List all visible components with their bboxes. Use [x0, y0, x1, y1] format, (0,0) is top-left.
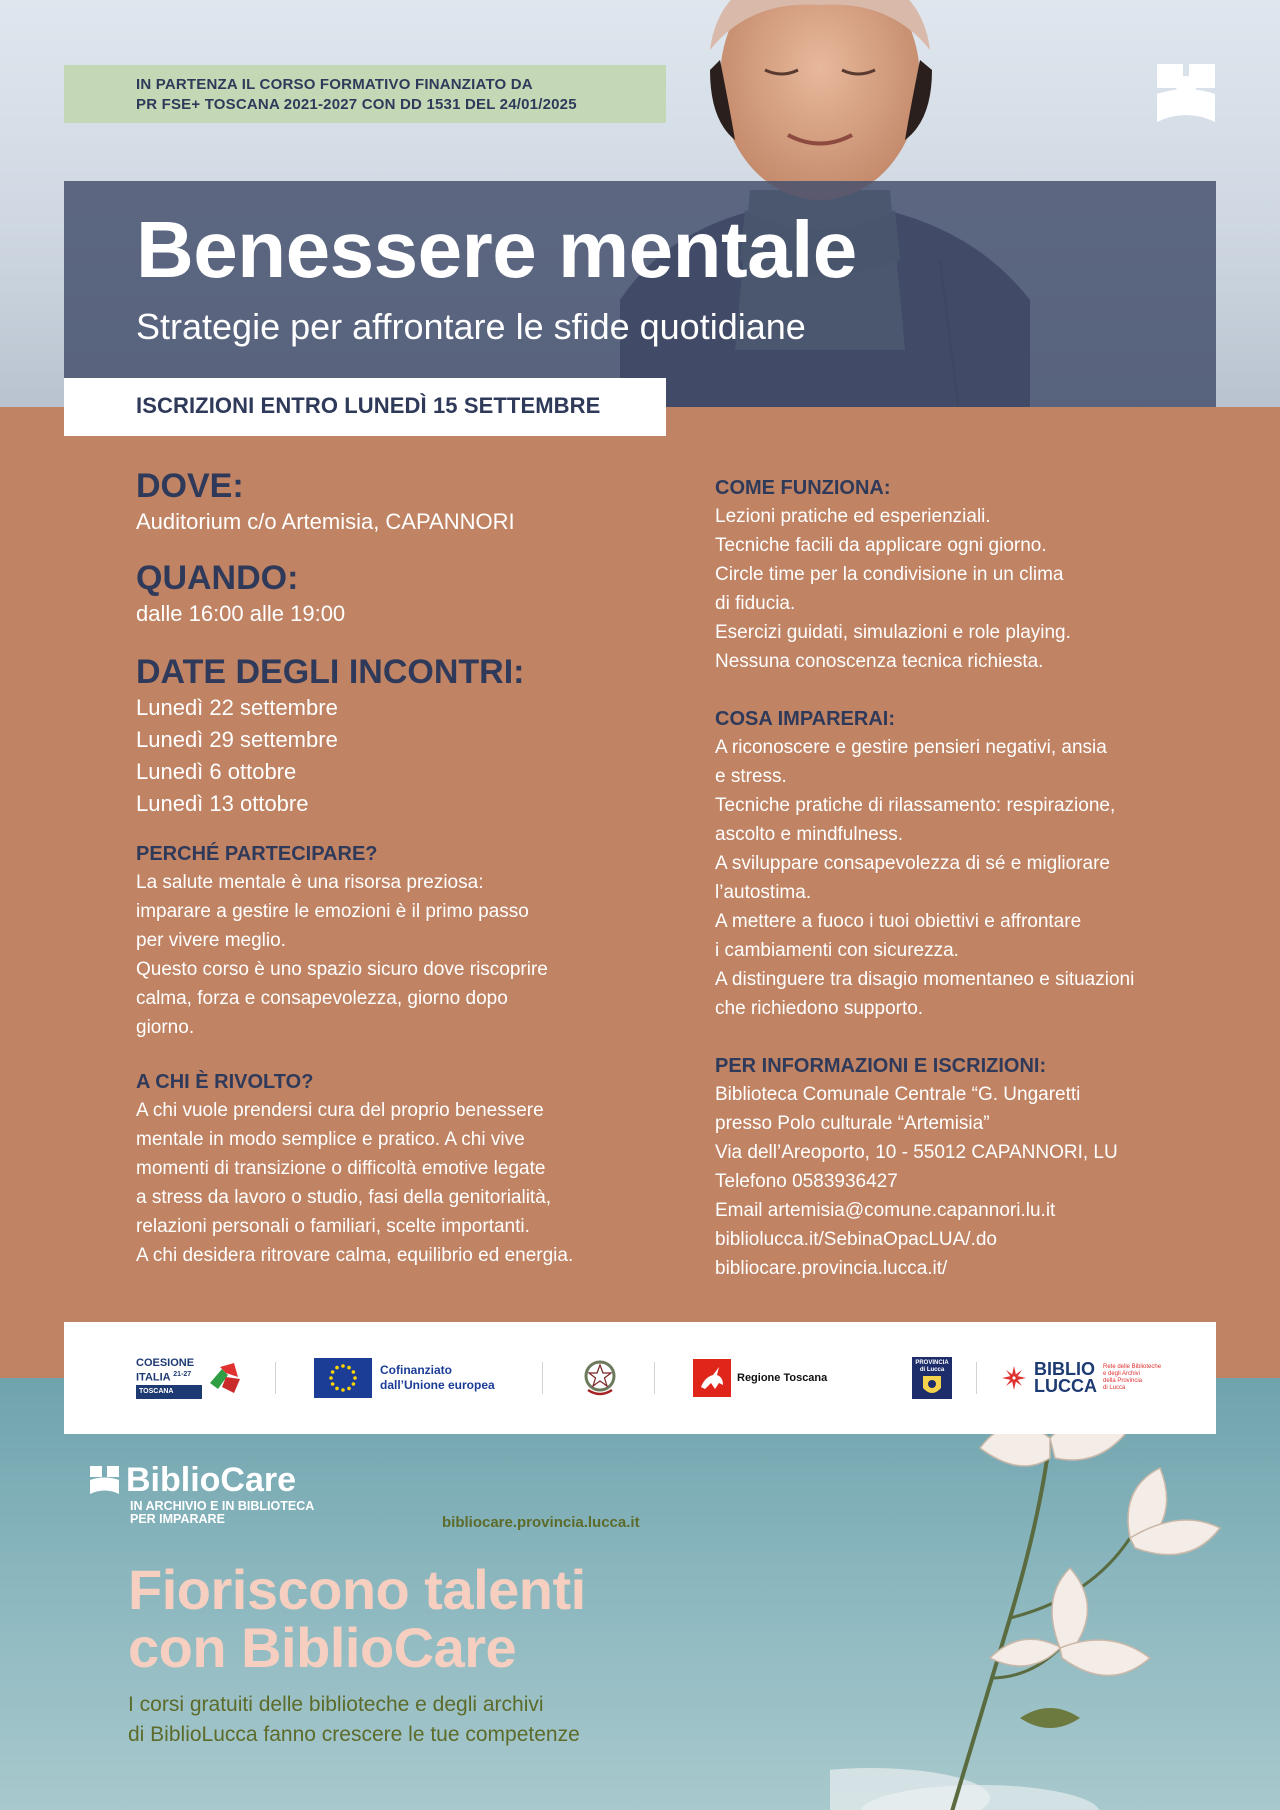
italian-emblem-icon	[582, 1358, 618, 1398]
info-email-link[interactable]: Email artemisia@comune.capannori.lu.it	[715, 1200, 1056, 1221]
how-it-works-line: di fiducia.	[715, 593, 796, 614]
info-block	[715, 1052, 1215, 1283]
where-heading: DOVE:	[136, 467, 244, 505]
paper-flower-illustration	[830, 1418, 1280, 1810]
funding-line-1: IN PARTENZA IL CORSO FORMATIVO FINANZIATO DA	[136, 76, 533, 93]
learning-line: A sviluppare consapevolezza di sé e migliorare	[715, 853, 1110, 874]
bibliocare-name: BiblioCare	[126, 1461, 297, 1499]
why-line: Questo corso è uno spazio sicuro dove riscoprire	[136, 959, 548, 980]
bibliocare-logo-icon	[1157, 64, 1215, 122]
slogan-line-2: con BiblioCare	[128, 1616, 517, 1679]
provincia-line-1: PROVINCIA	[915, 1360, 949, 1366]
how-it-works-line: Esercizi guidati, simulazioni e role playing.	[715, 622, 1071, 643]
info-opac-link[interactable]: bibliolucca.it/SebinaOpacLUA/.do	[715, 1229, 998, 1250]
how-it-works-line: Tecniche facili da applicare ogni giorno.	[715, 535, 1047, 556]
bibliolucca-small-2: e degli Archivi	[1103, 1371, 1141, 1377]
sponsor-logos-strip	[64, 1322, 1216, 1434]
how-it-works-block	[715, 474, 1215, 676]
why-line: La salute mentale è una risorsa preziosa:	[136, 872, 484, 893]
bibliocare-tagline-2: PER IMPARARE	[130, 1512, 225, 1526]
learning-line: ascolto e mindfulness.	[715, 824, 903, 845]
learning-block	[715, 705, 1215, 1023]
learning-line: i cambiamenti con sicurezza.	[715, 940, 959, 961]
slogan-description	[128, 1690, 580, 1750]
audience-heading: A CHI È RIVOLTO?	[136, 1071, 314, 1093]
bibliolucca-small-4: di Lucca	[1103, 1385, 1126, 1391]
bibliolucca-line-1: BIBLIO	[1034, 1359, 1095, 1379]
when-text: dalle 16:00 alle 19:00	[136, 601, 346, 626]
audience-line: A chi vuole prendersi cura del proprio benessere	[136, 1100, 544, 1121]
how-it-works-line: Nessuna conoscenza tecnica richiesta.	[715, 651, 1044, 672]
date-item: Lunedì 22 settembre	[136, 695, 338, 720]
bibliocare-mark-icon	[90, 1466, 120, 1494]
title-panel	[64, 181, 1216, 407]
learning-heading: COSA IMPARERAI:	[715, 708, 895, 730]
date-item: Lunedì 29 settembre	[136, 727, 338, 752]
audience-line: mentale in modo semplice e pratico. A chi vive	[136, 1129, 525, 1150]
provincia-lucca-logo	[912, 1322, 952, 1434]
audience-block	[136, 1068, 636, 1270]
coesione-years: 21-27	[173, 1370, 192, 1378]
learning-line: Tecniche pratiche di rilassamento: respirazione,	[715, 795, 1116, 816]
where-block	[136, 466, 636, 538]
eu-flag-icon	[314, 1358, 372, 1398]
right-column	[715, 474, 1215, 1283]
bibliolucca-small-1: Rete delle Biblioteche	[1103, 1364, 1162, 1370]
slogan-description-line-1: I corsi gratuiti delle biblioteche e degli archivi	[128, 1693, 544, 1716]
bibliocare-brand	[90, 1462, 314, 1526]
why-line: calma, forza e consapevolezza, giorno dopo	[136, 988, 508, 1009]
coesione-line-2: ITALIA	[136, 1371, 171, 1384]
slogan-description-line-2: di BiblioLucca fanno crescere le tue competenze	[128, 1723, 580, 1746]
audience-line: momenti di transizione o difficoltà emotive legate	[136, 1158, 546, 1179]
bibliocare-url-link[interactable]: bibliocare.provincia.lucca.it	[442, 1514, 640, 1531]
learning-line: A riconoscere e gestire pensieri negativi, ansia	[715, 737, 1107, 758]
regione-toscana-logo	[693, 1322, 827, 1434]
where-text: Auditorium c/o Artemisia, CAPANNORI	[136, 509, 515, 534]
coesione-line-1: COESIONE	[136, 1356, 195, 1369]
learning-line: A distinguere tra disagio momentaneo e situazioni	[715, 969, 1135, 990]
why-line: imparare a gestire le emozioni è il primo passo	[136, 901, 529, 922]
bibliolucca-star-icon	[1000, 1364, 1028, 1392]
why-block	[136, 840, 636, 1042]
how-it-works-heading: COME FUNZIONA:	[715, 477, 891, 499]
eu-line-1: Cofinanziato	[380, 1363, 452, 1377]
date-item: Lunedì 6 ottobre	[136, 759, 297, 784]
learning-line: l’autostima.	[715, 882, 812, 903]
eu-line-2: dall’Unione europea	[380, 1378, 495, 1392]
audience-line: a stress da lavoro o studio, fasi della genitorialità,	[136, 1187, 552, 1208]
provincia-line-2: di Lucca	[919, 1367, 945, 1373]
coesione-region: TOSCANA	[136, 1385, 202, 1399]
when-heading: QUANDO:	[136, 559, 299, 597]
coesione-arrows-icon	[206, 1361, 242, 1395]
info-venue: presso Polo culturale “Artemisia”	[715, 1113, 990, 1134]
info-bibliocare-link[interactable]: bibliocare.provincia.lucca.it/	[715, 1258, 948, 1279]
eu-cofinanced-logo	[314, 1322, 495, 1434]
slogan	[128, 1558, 586, 1679]
date-item: Lunedì 13 ottobre	[136, 791, 309, 816]
left-column	[136, 466, 636, 1270]
info-phone[interactable]: Telefono 0583936427	[715, 1171, 898, 1192]
provincia-shield-icon	[921, 1374, 943, 1398]
bibliolucca-logo	[1000, 1322, 1161, 1434]
footer-section	[0, 1378, 1280, 1810]
regione-toscana-label: Regione Toscana	[737, 1372, 828, 1384]
audience-line: relazioni personali o familiari, scelte importanti.	[136, 1216, 530, 1237]
learning-line: A mettere a fuoco i tuoi obiettivi e affrontare	[715, 911, 1082, 932]
page-title: Benessere mentale	[136, 205, 857, 294]
learning-line: che richiedono supporto.	[715, 998, 924, 1019]
when-block	[136, 558, 636, 630]
registration-deadline: ISCRIZIONI ENTRO LUNEDÌ 15 SETTEMBRE	[64, 378, 666, 436]
bibliolucca-small-3: della Provincia	[1103, 1378, 1143, 1384]
italian-republic-emblem	[582, 1322, 618, 1434]
pegasus-icon	[693, 1359, 731, 1397]
coesione-italia-logo	[136, 1322, 242, 1434]
page-subtitle: Strategie per affrontare le sfide quotidiane	[136, 306, 806, 347]
info-heading: PER INFORMAZIONI E ISCRIZIONI:	[715, 1055, 1047, 1077]
how-it-works-line: Circle time per la condivisione in un clima	[715, 564, 1064, 585]
how-it-works-line: Lezioni pratiche ed esperienziali.	[715, 506, 991, 527]
info-library-name: Biblioteca Comunale Centrale “G. Ungaretti	[715, 1084, 1081, 1105]
dates-heading: DATE DEGLI INCONTRI:	[136, 653, 525, 691]
slogan-line-1: Fioriscono talenti	[128, 1558, 586, 1621]
bibliolucca-line-2: LUCCA	[1034, 1376, 1097, 1396]
dates-block	[136, 652, 636, 820]
why-heading: PERCHÉ PARTECIPARE?	[136, 843, 378, 865]
hero-section	[0, 0, 1280, 407]
learning-line: e stress.	[715, 766, 787, 787]
why-line: per vivere meglio.	[136, 930, 286, 951]
funding-banner	[64, 65, 666, 123]
info-address: Via dell’Areoporto, 10 - 55012 CAPANNORI, LU	[715, 1142, 1118, 1163]
bibliocare-tagline-1: IN ARCHIVIO E IN BIBLIOTECA	[130, 1499, 315, 1513]
why-line: giorno.	[136, 1017, 195, 1038]
funding-line-2: PR FSE+ TOSCANA 2021-2027 CON DD 1531 DEL 24/01/2025	[136, 96, 577, 113]
audience-line: A chi desidera ritrovare calma, equilibrio ed energia.	[136, 1245, 574, 1266]
